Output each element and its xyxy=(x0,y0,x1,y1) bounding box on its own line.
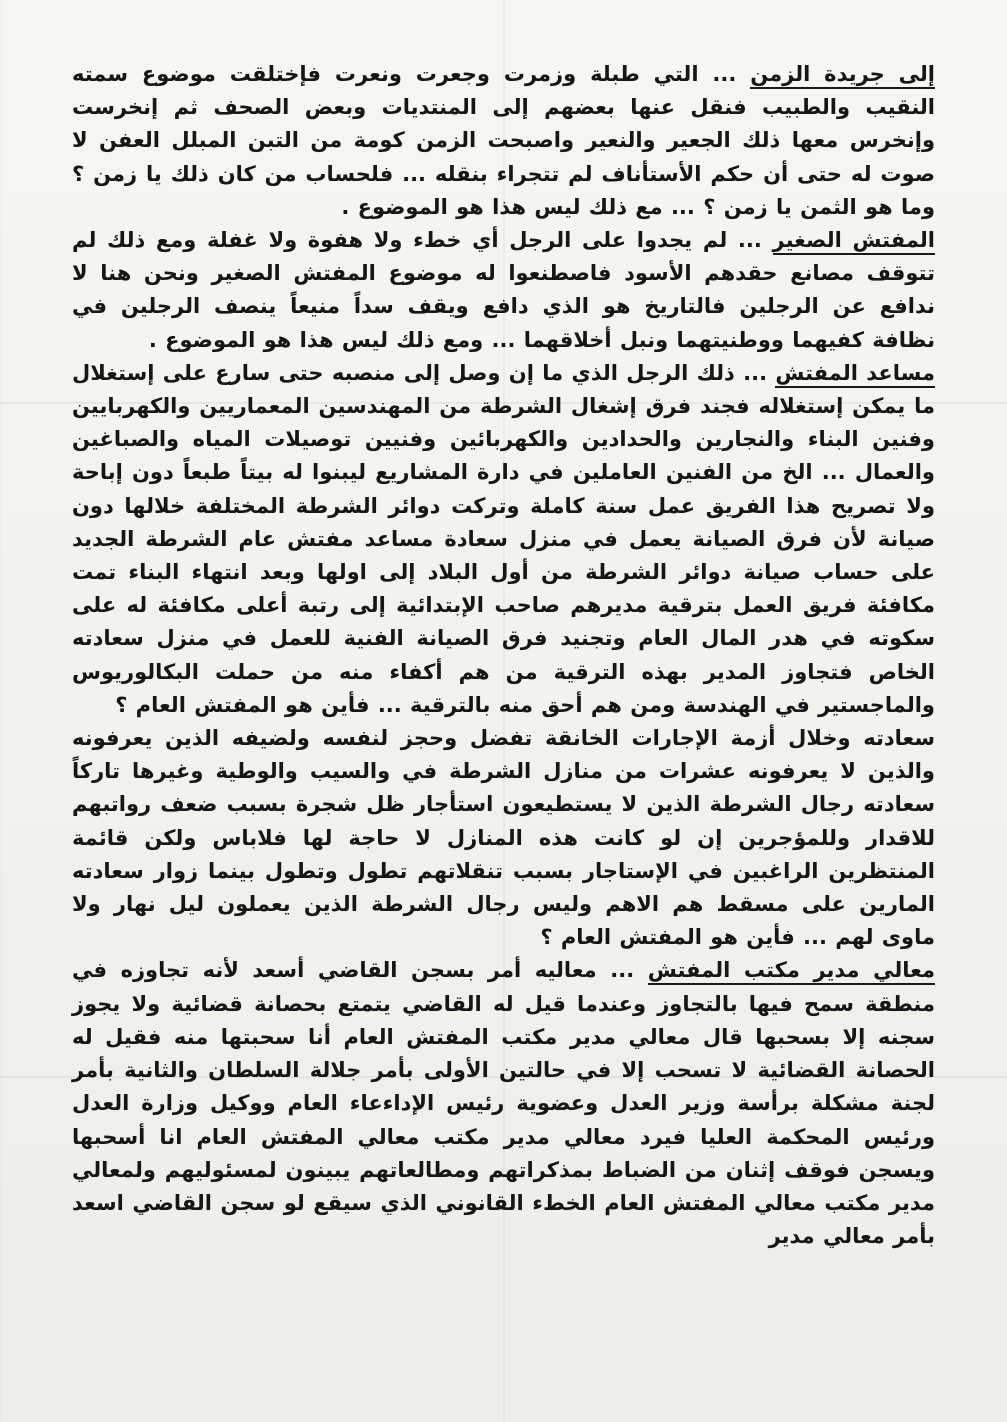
paragraph-heading: مساعد المفتش xyxy=(775,361,935,388)
paragraph-text: ... التي طبلة وزمرت وجعرت ونعرت فإختلقت موضوع سمته النقيب والطبيب فنقل عنها بعضهم إلى المنتديات وبعض الصحف ثم إنخرست وإنخرس معها ذلك الجعير والنعير واصبحت الزمن كومة من التبن المبلل العفن لا صوت له حتى أن حكم الأستأناف لم تتجراء بنقله ... فلحساب من كان ذلك يا زمن ؟ وما هو الثمن يا زمن ؟ ... مع ذلك ليس هذا هو الموضوع . xyxy=(72,62,935,219)
paragraph-heading: المفتش الصغير xyxy=(773,228,935,255)
paragraph-text: ... معاليه أمر بسجن القاضي أسعد لأنه تجاوزه في منطقة سمح فيها بالتجاوز وعندما قيل له القاضي يتمتع بحصانة قضائية ولا يجوز سجنه إلا بسحبها قال معالي مدير مكتب المفتش العام أنا سحبتها منه فقيل له الحصانة القضائية لا تسحب إلا في حالتين الأولى بأمر جلالة السلطان والثانية بأمر لجنة مشكلة برأسة وزير العدل وعضوية رئيس الإداءعاء العام ووكيل وزارة العدل ورئيس المحكمة العليا فيرد معالي مدير مكتب معالي المفتش العام انا أسحبها ويسجن فوقف إثنان من الضباط بمذكراتهم ومطالعاتهم يبينون لمسئوليهم ولمعالي مدير مكتب معالي المفتش العام الخطء القانوني الذي سيقع لو سجن القاضي اسعد بأمر معالي مدير xyxy=(72,958,935,1249)
paragraph-heading: معالي مدير مكتب المفتش xyxy=(648,958,935,985)
paragraph-text: ... لم يجدوا على الرجل أي خطء ولا هفوة ولا غفلة ومع ذلك لم تتوقف مصانع حقدهم الأسود فاصطنعوا له موضوع المفتش الصغير ونحن هنا لا ندافع عن الرجلين فالتاريخ هو الذي دافع ويقف سداً منيعاً ينصف الرجلين في نظافة كفيهما ووطنيتهما ونبل أخلاقهما ... ومع ذلك ليس هذا هو الموضوع . xyxy=(72,228,935,352)
paragraph-heading: إلى جريدة الزمن xyxy=(750,62,935,89)
paper-fold-line xyxy=(503,0,505,1422)
paragraph-text: ... ذلك الرجل الذي ما إن وصل إلى منصبه حتى سارع على إستغلال ما يمكن إستغلاله فجند فرق إشغال الشرطة من المهندسين المعماريين والكهربايين وفنين البناء والنجارين والحدادين والكهربائين وفنيين توصيلات المياه والصباغين والعمال ... الخ من الفنين العاملين في دارة المشاريع ليبنوا له بيتاً طبعاً دون إباحة ولا تصريح هذا الفريق عمل سنة كاملة وتركت دوائر الشرطة المختلفة خلالها دون صيانة لأن فرق الصيانة يعمل في منزل سعادة مساعد مفتش عام الشرطة الجديد على حساب صيانة دوائر الشرطة من أول البلاد إلى اولها وبعد انتهاء البناء تمت مكافئة فريق العمل بترقية مديرهم صاحب الإبتدائية إلى رتبة أعلى مكافئة له على سكوته في هدر المال العام وتجنيد فرق الصيانة الفنية للعمل في منزل سعادته الخاص فتجاوز المدير بهذه الترقية من هم أكفاء منه من حملت البكالوريوس والماجستير في الهندسة ومن هم أحق منه بالترقية ... فأين هو المفتش العام ؟ xyxy=(72,360,935,717)
paragraph-text: سعادته وخلال أزمة الإجارات الخانقة تفضل وحجز لنفسه ولضيفه الذين يعرفونه والذين لا يعرفونه عشرات من منازل الشرطة في والسيب والوطية وغيرها تاركاً سعادته رجال الشرطة الذين لا يستطيعون استأجار ظل شجرة بسبب ضعف رواتبهم للاقدار وللمؤجرين إن لو كانت هذه المنازل لا حاجة لها فلاباس ولكن قائمة المنتظرين الراغبين في الإستاجار بسبب تنقلاتهم تطول وتطول بينما زوار سعادته المارين على مسقط هم الاهم وليس رجال الشرطة الذين يعملون ليل نهار ولا ماوى لهم ... فأين هو المفتش العام ؟ xyxy=(72,726,935,950)
